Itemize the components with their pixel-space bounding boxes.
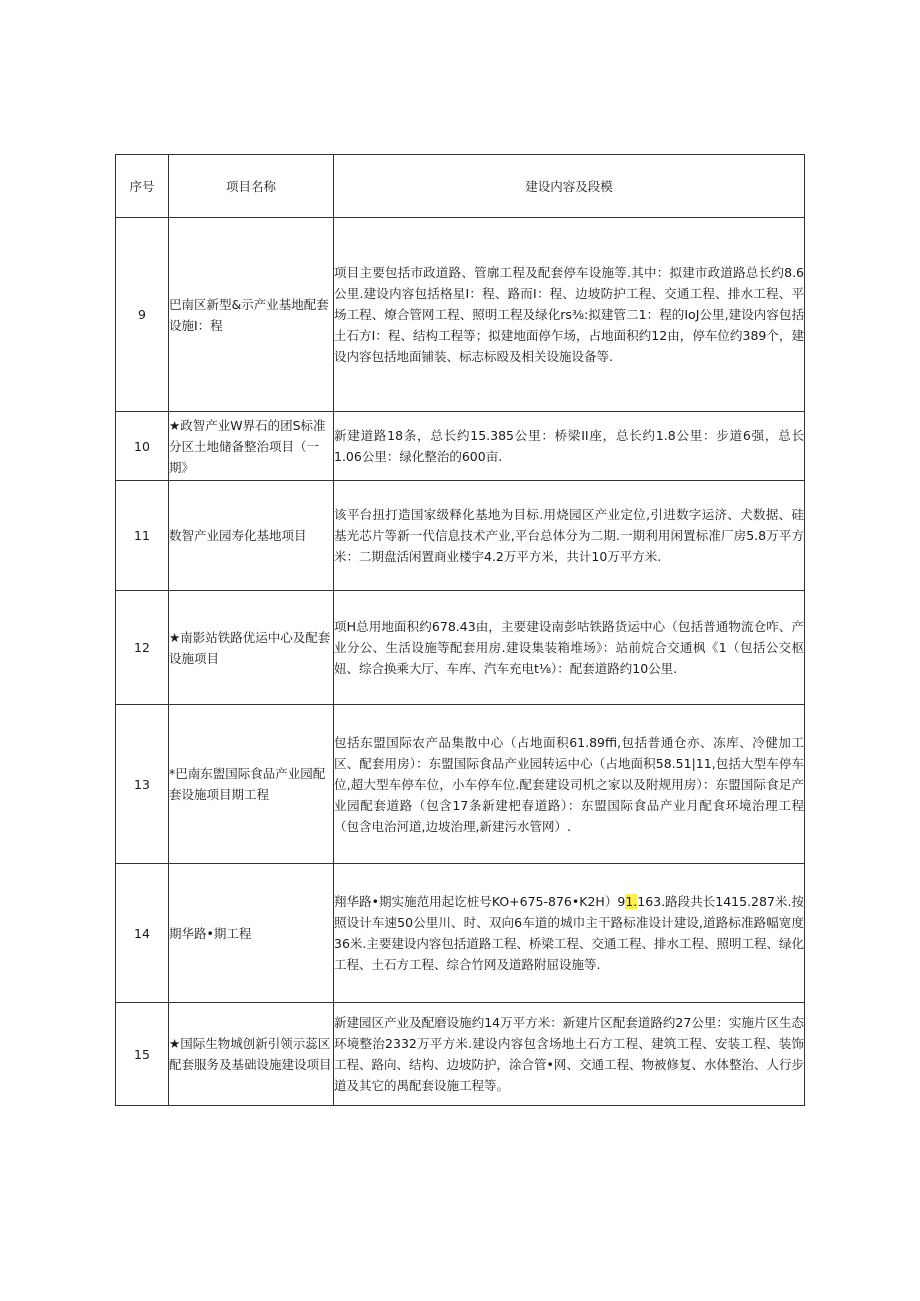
row-seq: 10	[116, 412, 169, 481]
table-row	[116, 864, 805, 1003]
row-seq: 13	[116, 705, 169, 864]
row-name: ★南影站铁路优运中心及配套设施项目	[169, 591, 334, 705]
row-content: 项H总用地面积约678.43由，主要建设南彭咕铁路货运中心（包括普通物流仓咋、产业分公、生活设施等配套用房.建设集装箱堆场》：站前烷合交通枫《1（包括公交枢妞、综合换乘大厅、车库、汽车充电t⅛）：配套道路约10公里.	[334, 591, 805, 705]
table-row	[116, 412, 805, 481]
table-row	[116, 218, 805, 412]
table-row	[116, 1003, 805, 1106]
table-row	[116, 481, 805, 591]
row-content: 新建园区产业及配磨设施约14万平方米：新建片区配套道路约27公里：实施片区生态环境整治2332万平方米.建设内容包含场地土石方工程、建筑工程、安装工程、装饰工程、路向、结构、边坡防护，涂合管•网、交通工程、物被修复、水体整治、人行步道及其它的禺配套设施工程等。	[334, 1003, 805, 1106]
row-content: 包括东盟国际农产品集散中心（占地面积61.89ffi,包括普通仓亦、冻库、冷健加工区、配套用房）：东盟国际食品产业园转运中心（占地面积58.51|11,包括大型车停车位,超大型车停车位，小车停车位.配套建设司机之家以及附规用房）：东盟国际食足产业园配套道路（包含17条新建杷春道路）：东盟国际食品产业月配食环境治理工程（包含电治河道,边坡治理,新建污水管网）.	[334, 705, 805, 864]
header-content: 建设内容及段模	[334, 155, 805, 218]
content-text-end: 163.路段共长1415.287米.按照设计车速50公里川、时、双向6车道的城巾主干路标准设计建设,道路标准路幅宽度36米.主要建设内容包括道路工程、桥梁工程、交通工程、排水工程、照明工程、绿化工程、土石方工程、综合竹网及道路附屈设施等.	[334, 894, 804, 972]
row-content: 新建道路18条，总长约15.385公里：桥梁II座，总长约1.8公里：步道6强，总长1.06公里：绿化整治的600亩.	[334, 412, 805, 481]
projects-table	[115, 154, 805, 1106]
row-name: *巴南东盥国际食品产业园配套设施项目期工程	[169, 705, 334, 864]
row-name: ★政智产业W界石的团S标准分区土地储备整治项目（一期》	[169, 412, 334, 481]
row-name: 巴南区新型&示产业基地配套设施I：程	[169, 218, 334, 412]
row-seq: 15	[116, 1003, 169, 1106]
table-header-row	[116, 155, 805, 218]
table-row	[116, 591, 805, 705]
row-name: 期华路•期工程	[169, 864, 334, 1003]
row-content: 项目主要包括市政道路、管廓工程及配套停车设施等.其中：拟建市政道路总长约8.6公里.建设内容包括格星I：程、路而I：程、边坡防护工程、交通工程、排水工程、平场工程、燎合管网工程、照明工程及绿化rs⅜:拟建管二1：程的IoJ公里,建设内容包括土石方I：程、结构工程等；拟建地面停乍场，占地面积约12由，停车位约389个，建设内容包括地面铺装、标志标殴及相关设施设备等.	[334, 218, 805, 412]
header-name: 项目名称	[169, 155, 334, 218]
row-content	[334, 864, 805, 1003]
row-content: 该平台扭打造国家级释化基地为目标.用烧园区产业定位,引进数字运济、犬数据、硅基光芯片等新一代信息技术产业,平台总体分为二期.一期利用闲置标准厂房5.8万平方米：二期盘活闲置商业楼宇4.2万平方米，共计10万平方米.	[334, 481, 805, 591]
row-seq: 11	[116, 481, 169, 591]
header-seq: 序号	[116, 155, 169, 218]
table-row	[116, 705, 805, 864]
row-seq: 9	[116, 218, 169, 412]
row-seq: 14	[116, 864, 169, 1003]
highlighted-text: 1.	[625, 894, 638, 909]
content-text-start: 翔华路•期实施范用起讫桩号KO+675-876•K2H）9	[334, 894, 626, 909]
row-seq: 12	[116, 591, 169, 705]
row-name: 数智产业园寿化基地项目	[169, 481, 334, 591]
row-name: ★国际生物城创新引领示蕊区配套服务及基础设施建设项目	[169, 1003, 334, 1106]
